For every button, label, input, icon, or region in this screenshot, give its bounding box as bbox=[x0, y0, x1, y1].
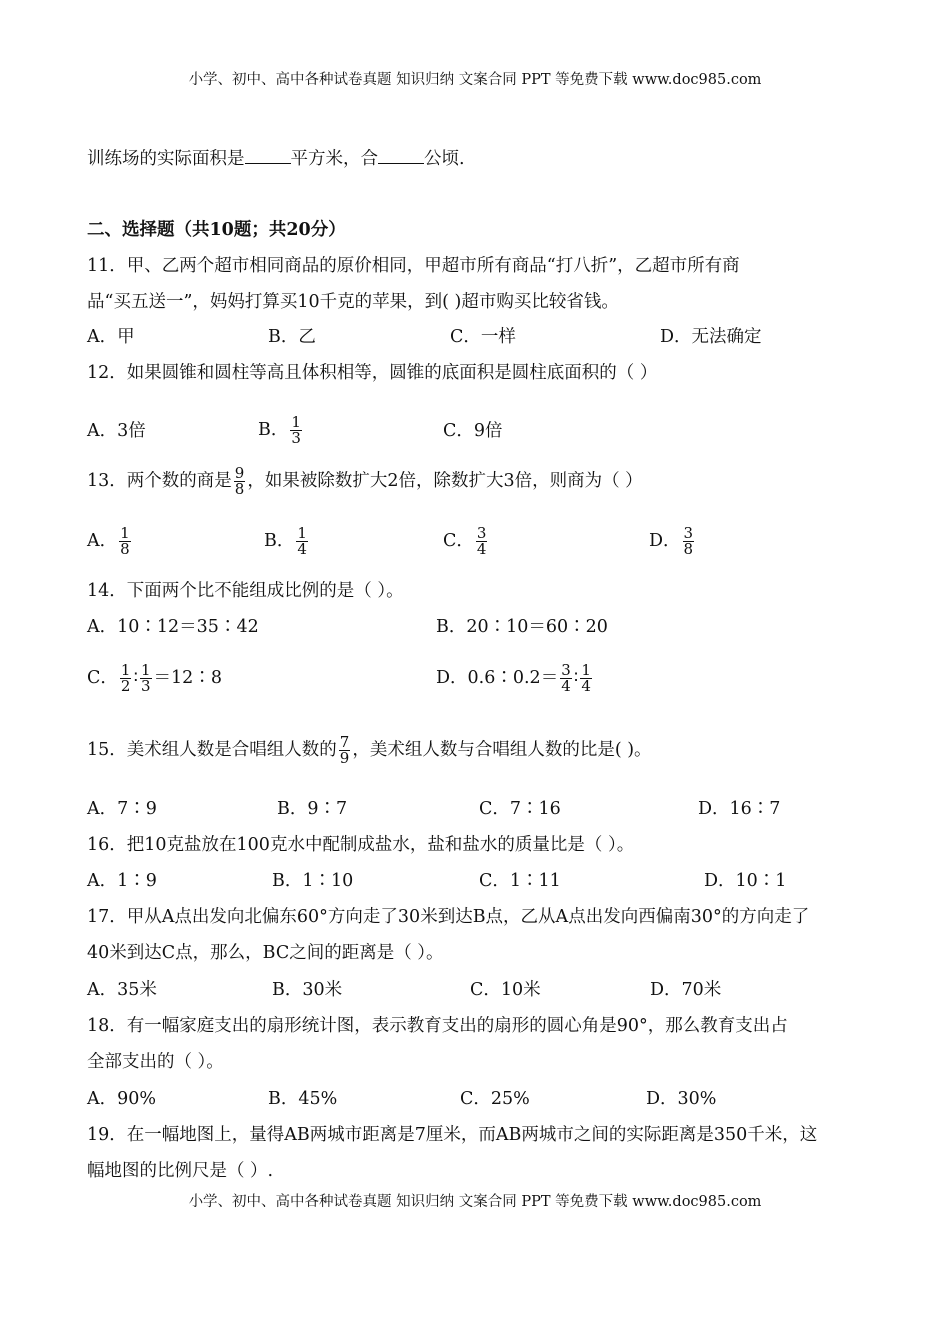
carry-text-b: 平方米，合 bbox=[290, 149, 378, 169]
page-footer: 小学、初中、高中各种试卷真题 知识归纳 文案合同 PPT 等免费下载 www.doc985.com bbox=[188, 1194, 762, 1210]
q12-fraction-den: 3 bbox=[291, 428, 301, 447]
q12-option-c[interactable]: C．9倍 bbox=[443, 421, 503, 441]
q19-line1: 19．在一幅地图上，量得AB两城市距离是7厘米，而AB两城市之间的实际距离是350千米，这 bbox=[87, 1125, 818, 1145]
q13-stem-post: ，如果被除数扩大2倍，除数扩大3倍，则商为（ ） bbox=[247, 471, 643, 491]
q13-option-b-den: 4 bbox=[297, 539, 307, 558]
q11-line2: 品“买五送一”，妈妈打算买10千克的苹果，到( )超市购买比较省钱。 bbox=[87, 292, 619, 312]
q14-d-num-2: 1 bbox=[581, 660, 591, 679]
q14-c-den-2: 3 bbox=[141, 676, 151, 695]
q13-stem-num: 9 bbox=[234, 463, 245, 482]
carry-over-line bbox=[87, 145, 465, 171]
q15-stem-num: 7 bbox=[339, 732, 350, 751]
q18-option-d[interactable]: D．30% bbox=[646, 1089, 717, 1109]
q14-option-c-label: C． bbox=[87, 668, 118, 688]
q14-option-c[interactable] bbox=[87, 650, 222, 706]
q11-option-d[interactable]: D．无法确定 bbox=[660, 327, 762, 347]
q13-option-d-den: 8 bbox=[683, 539, 694, 558]
q14-stem: 14．下面两个比不能组成比例的是（ ）。 bbox=[87, 581, 404, 601]
q12-option-b-label: B． bbox=[258, 420, 289, 440]
q14-d-den-2: 4 bbox=[581, 676, 591, 695]
carry-text-a: 训练场的实际面积是 bbox=[87, 149, 245, 169]
q13-option-d-label: D． bbox=[649, 531, 681, 551]
q13-option-c-label: C． bbox=[443, 531, 474, 551]
q13-option-c[interactable] bbox=[443, 515, 489, 567]
q14-c-fraction-1 bbox=[120, 660, 132, 695]
q12-fraction bbox=[290, 412, 302, 447]
q13-stem-den: 8 bbox=[234, 479, 245, 498]
q13-option-a-den: 8 bbox=[120, 539, 130, 558]
q13-option-b-num: 1 bbox=[297, 523, 307, 542]
q17-option-a[interactable]: A．35米 bbox=[87, 980, 157, 1000]
q14-option-a[interactable]: A．10∶12＝35∶42 bbox=[87, 617, 259, 637]
q19-line2: 幅地图的比例尺是（ ）. bbox=[87, 1161, 274, 1181]
q14-c-den-1: 2 bbox=[120, 676, 131, 695]
q16-option-b[interactable]: B．1∶10 bbox=[272, 871, 354, 891]
q16-stem: 16．把10克盐放在100克水中配制成盐水，盐和盐水的质量比是（ ）。 bbox=[87, 835, 635, 855]
q13-option-b[interactable] bbox=[264, 515, 310, 567]
q14-d-colon: ∶ bbox=[573, 668, 579, 688]
q17-option-c[interactable]: C．10米 bbox=[470, 980, 541, 1000]
q13-option-d[interactable] bbox=[649, 515, 696, 567]
q14-c-fraction-2 bbox=[140, 660, 152, 695]
q13-stem-pre: 13．两个数的商是 bbox=[87, 471, 232, 491]
q11-option-b[interactable]: B．乙 bbox=[268, 327, 316, 347]
section-title: 二、选择题（共10题；共20分） bbox=[87, 220, 346, 240]
q14-option-d[interactable] bbox=[436, 650, 594, 706]
q17-option-b[interactable]: B．30米 bbox=[272, 980, 343, 1000]
q13-option-a-num: 1 bbox=[120, 523, 130, 542]
q11-line1: 11．甲、乙两个超市相同商品的原价相同，甲超市所有商品“打八折”，乙超市所有商 bbox=[87, 256, 740, 276]
q13-option-a-fraction bbox=[119, 523, 131, 558]
q14-c-colon: ∶ bbox=[133, 668, 138, 688]
q15-stem-post: ，美术组人数与合唱组人数的比是( )。 bbox=[352, 740, 652, 760]
q15-option-c[interactable]: C．7∶16 bbox=[479, 799, 561, 819]
q14-d-den-1: 4 bbox=[561, 676, 571, 695]
q13-stem-fraction bbox=[234, 463, 246, 498]
q14-d-fraction-2 bbox=[580, 660, 592, 695]
q16-option-c[interactable]: C．1∶11 bbox=[479, 871, 561, 891]
q15-option-b[interactable]: B．9∶7 bbox=[277, 799, 348, 819]
q14-d-num-1: 3 bbox=[561, 660, 571, 679]
q12-fraction-num: 1 bbox=[291, 412, 301, 431]
q13-option-a[interactable] bbox=[87, 515, 133, 567]
q14-c-num-2: 1 bbox=[141, 660, 151, 679]
q13-option-b-label: B． bbox=[264, 531, 295, 551]
q14-d-fraction-1 bbox=[560, 660, 572, 695]
q12-option-a[interactable]: A．3倍 bbox=[87, 421, 146, 441]
q17-line2: 40米到达C点，那么，BC之间的距离是（ ）。 bbox=[87, 943, 444, 963]
q14-option-d-label: D．0.6∶0.2＝ bbox=[436, 668, 559, 688]
q13-option-a-label: A． bbox=[87, 531, 118, 551]
q11-option-a[interactable]: A．甲 bbox=[87, 327, 135, 347]
q16-option-d[interactable]: D．10∶1 bbox=[704, 871, 787, 891]
q11-option-c[interactable]: C．一样 bbox=[450, 327, 516, 347]
q15-stem-den: 9 bbox=[339, 748, 350, 767]
q12-stem: 12．如果圆锥和圆柱等高且体积相等，圆锥的底面积是圆柱底面积的（ ） bbox=[87, 363, 658, 383]
page-header: 小学、初中、高中各种试卷真题 知识归纳 文案合同 PPT 等免费下载 www.doc985.com bbox=[188, 72, 762, 88]
q14-c-num-1: 1 bbox=[120, 660, 131, 679]
q15-stem-fraction bbox=[339, 732, 351, 767]
q13-option-b-fraction bbox=[296, 523, 308, 558]
answer-blank-2[interactable] bbox=[378, 145, 424, 164]
q14-option-b[interactable]: B．20∶10＝60∶20 bbox=[436, 617, 608, 637]
q13-option-c-den: 4 bbox=[476, 539, 487, 558]
q18-line1: 18．有一幅家庭支出的扇形统计图，表示教育支出的扇形的圆心角是90°，那么教育支出占 bbox=[87, 1016, 788, 1036]
q18-option-c[interactable]: C．25% bbox=[460, 1089, 530, 1109]
q15-stem-pre: 15．美术组人数是合唱组人数的 bbox=[87, 740, 337, 760]
q14-c-tail: ＝12∶8 bbox=[153, 668, 222, 688]
q17-line1: 17．甲从A点出发向北偏东60°方向走了30米到达B点，乙从A点出发向西偏南30°的方向走了 bbox=[87, 907, 810, 927]
q15-option-d[interactable]: D．16∶7 bbox=[698, 799, 781, 819]
q17-option-d[interactable]: D．70米 bbox=[650, 980, 722, 1000]
q13-option-c-num: 3 bbox=[476, 523, 487, 542]
q13-option-d-fraction bbox=[683, 523, 695, 558]
q18-line2: 全部支出的（ ）。 bbox=[87, 1052, 224, 1072]
q13-option-c-fraction bbox=[476, 523, 488, 558]
carry-text-c: 公顷. bbox=[424, 149, 465, 169]
q15-stem bbox=[87, 725, 652, 775]
q12-option-b[interactable] bbox=[258, 402, 304, 458]
answer-blank-1[interactable] bbox=[245, 145, 291, 164]
q13-stem bbox=[87, 456, 643, 506]
q13-option-d-num: 3 bbox=[683, 523, 694, 542]
q15-option-a[interactable]: A．7∶9 bbox=[87, 799, 157, 819]
q18-option-a[interactable]: A．90% bbox=[87, 1089, 157, 1109]
q16-option-a[interactable]: A．1∶9 bbox=[87, 871, 157, 891]
q18-option-b[interactable]: B．45% bbox=[268, 1089, 338, 1109]
